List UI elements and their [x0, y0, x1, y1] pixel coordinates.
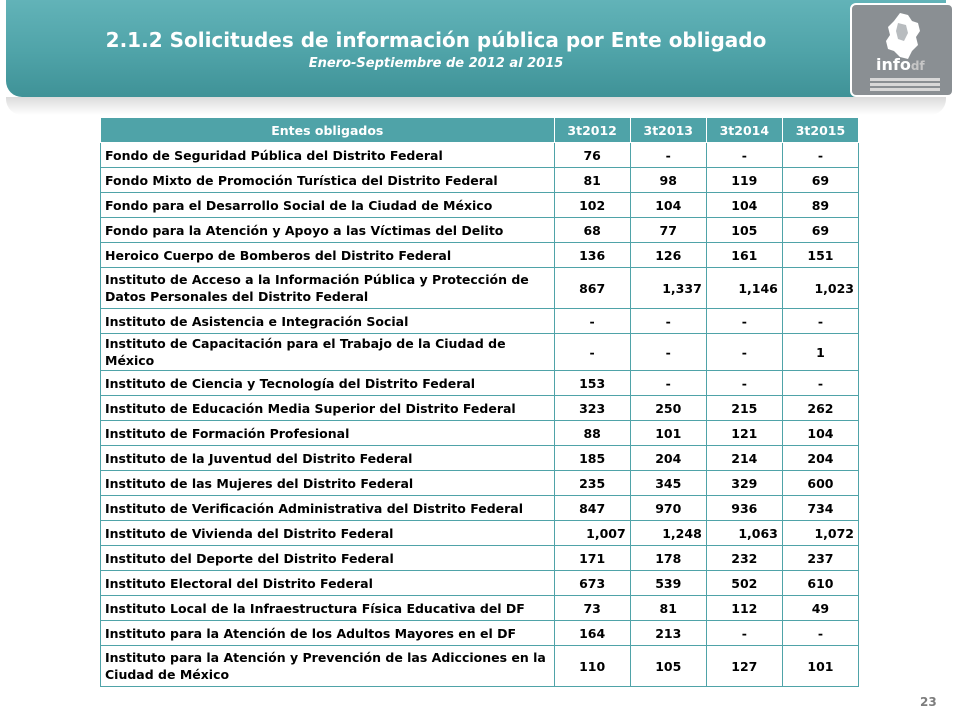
value-cell-3t2015: 262	[782, 396, 858, 421]
ente-name-cell: Instituto del Deporte del Distrito Federal	[101, 546, 555, 571]
value-cell-3t2013: 213	[630, 621, 706, 646]
value-cell-3t2015: 104	[782, 421, 858, 446]
value-cell-3t2015: 1,072	[782, 521, 858, 546]
logo-tagline-lines	[870, 78, 940, 93]
column-header-3t2014: 3t2014	[706, 118, 782, 143]
value-cell-3t2013: -	[630, 309, 706, 334]
value-cell-3t2012: 73	[554, 596, 630, 621]
value-cell-3t2012: 673	[554, 571, 630, 596]
value-cell-3t2015: 610	[782, 571, 858, 596]
value-cell-3t2013: 345	[630, 471, 706, 496]
value-cell-3t2015: 49	[782, 596, 858, 621]
value-cell-3t2014: 936	[706, 496, 782, 521]
value-cell-3t2013: -	[630, 371, 706, 396]
ente-name-cell: Instituto de Verificación Administrativa del Distrito Federal	[101, 496, 555, 521]
ente-name-cell: Fondo Mixto de Promoción Turística del Distrito Federal	[101, 168, 555, 193]
ente-name-cell: Instituto de Vivienda del Distrito Federal	[101, 521, 555, 546]
value-cell-3t2013: -	[630, 334, 706, 371]
ente-name-cell: Instituto de Asistencia e Integración Social	[101, 309, 555, 334]
page-number: 23	[920, 695, 937, 709]
value-cell-3t2013: 1,248	[630, 521, 706, 546]
value-cell-3t2015: 204	[782, 446, 858, 471]
value-cell-3t2012: 171	[554, 546, 630, 571]
ente-name-cell: Instituto de Capacitación para el Trabajo de la Ciudad de México	[101, 334, 555, 371]
page-title: 2.1.2 Solicitudes de información pública por Ente obligado	[105, 28, 767, 52]
value-cell-3t2013: 98	[630, 168, 706, 193]
value-cell-3t2012: 847	[554, 496, 630, 521]
column-header-3t2012: 3t2012	[554, 118, 630, 143]
value-cell-3t2014: -	[706, 334, 782, 371]
banner-shadow	[6, 97, 946, 115]
value-cell-3t2012: 110	[554, 646, 630, 687]
value-cell-3t2012: 867	[554, 268, 630, 309]
value-cell-3t2012: 76	[554, 143, 630, 168]
value-cell-3t2012: 102	[554, 193, 630, 218]
column-header-entes: Entes obligados	[101, 118, 555, 143]
header-banner	[6, 0, 946, 97]
table-header-row	[101, 118, 859, 143]
value-cell-3t2014: 127	[706, 646, 782, 687]
value-cell-3t2014: 502	[706, 571, 782, 596]
value-cell-3t2014: 329	[706, 471, 782, 496]
table-row	[101, 596, 859, 621]
ente-name-cell: Instituto de Educación Media Superior del Distrito Federal	[101, 396, 555, 421]
table-row	[101, 143, 859, 168]
table-row	[101, 371, 859, 396]
value-cell-3t2015: 69	[782, 218, 858, 243]
value-cell-3t2012: 164	[554, 621, 630, 646]
value-cell-3t2014: 1,146	[706, 268, 782, 309]
table-row	[101, 168, 859, 193]
value-cell-3t2013: 77	[630, 218, 706, 243]
value-cell-3t2015: 734	[782, 496, 858, 521]
value-cell-3t2015: -	[782, 309, 858, 334]
value-cell-3t2013: 105	[630, 646, 706, 687]
value-cell-3t2015: 101	[782, 646, 858, 687]
value-cell-3t2013: 970	[630, 496, 706, 521]
value-cell-3t2015: 1,023	[782, 268, 858, 309]
value-cell-3t2014: 121	[706, 421, 782, 446]
table-row	[101, 471, 859, 496]
value-cell-3t2014: 119	[706, 168, 782, 193]
entes-table	[100, 117, 859, 687]
table-row	[101, 546, 859, 571]
table-row	[101, 446, 859, 471]
infodf-logo	[850, 3, 954, 97]
ente-name-cell: Instituto para la Atención de los Adultos Mayores en el DF	[101, 621, 555, 646]
ente-name-cell: Instituto Local de la Infraestructura Física Educativa del DF	[101, 596, 555, 621]
value-cell-3t2015: 600	[782, 471, 858, 496]
value-cell-3t2014: -	[706, 309, 782, 334]
ente-name-cell: Fondo de Seguridad Pública del Distrito Federal	[101, 143, 555, 168]
mexico-city-map-icon	[878, 11, 928, 61]
ente-name-cell: Instituto de la Juventud del Distrito Federal	[101, 446, 555, 471]
value-cell-3t2012: 88	[554, 421, 630, 446]
value-cell-3t2014: 1,063	[706, 521, 782, 546]
value-cell-3t2015: 89	[782, 193, 858, 218]
value-cell-3t2015: 1	[782, 334, 858, 371]
value-cell-3t2014: 215	[706, 396, 782, 421]
value-cell-3t2014: 112	[706, 596, 782, 621]
value-cell-3t2012: 323	[554, 396, 630, 421]
value-cell-3t2013: 101	[630, 421, 706, 446]
value-cell-3t2013: 81	[630, 596, 706, 621]
table-row	[101, 571, 859, 596]
table-row	[101, 193, 859, 218]
value-cell-3t2013: 178	[630, 546, 706, 571]
value-cell-3t2015: 151	[782, 243, 858, 268]
value-cell-3t2015: -	[782, 621, 858, 646]
ente-name-cell: Instituto de Formación Profesional	[101, 421, 555, 446]
value-cell-3t2014: -	[706, 621, 782, 646]
value-cell-3t2012: 185	[554, 446, 630, 471]
value-cell-3t2013: 104	[630, 193, 706, 218]
table-row	[101, 521, 859, 546]
ente-name-cell: Heroico Cuerpo de Bomberos del Distrito Federal	[101, 243, 555, 268]
value-cell-3t2014: -	[706, 371, 782, 396]
value-cell-3t2013: 250	[630, 396, 706, 421]
value-cell-3t2015: 237	[782, 546, 858, 571]
column-header-3t2015: 3t2015	[782, 118, 858, 143]
page-subtitle: Enero-Septiembre de 2012 al 2015	[308, 56, 564, 71]
value-cell-3t2012: -	[554, 334, 630, 371]
table-row	[101, 218, 859, 243]
table-row	[101, 243, 859, 268]
value-cell-3t2014: 105	[706, 218, 782, 243]
value-cell-3t2013: 126	[630, 243, 706, 268]
table-body	[101, 143, 859, 687]
ente-name-cell: Fondo para la Atención y Apoyo a las Víctimas del Delito	[101, 218, 555, 243]
value-cell-3t2013: 1,337	[630, 268, 706, 309]
table-row	[101, 334, 859, 371]
value-cell-3t2012: 81	[554, 168, 630, 193]
value-cell-3t2014: 214	[706, 446, 782, 471]
column-header-3t2013: 3t2013	[630, 118, 706, 143]
value-cell-3t2013: 204	[630, 446, 706, 471]
value-cell-3t2012: 1,007	[554, 521, 630, 546]
value-cell-3t2015: 69	[782, 168, 858, 193]
table-row	[101, 396, 859, 421]
value-cell-3t2014: -	[706, 143, 782, 168]
ente-name-cell: Instituto de las Mujeres del Distrito Federal	[101, 471, 555, 496]
value-cell-3t2015: -	[782, 371, 858, 396]
value-cell-3t2013: -	[630, 143, 706, 168]
table-row	[101, 621, 859, 646]
table-row	[101, 421, 859, 446]
table-row	[101, 268, 859, 309]
value-cell-3t2012: 235	[554, 471, 630, 496]
logo-wordmark: infodf	[876, 55, 925, 74]
table-row	[101, 496, 859, 521]
ente-name-cell: Instituto de Acceso a la Información Pública y Protección de Datos Personales del Distrito Federal	[101, 268, 555, 309]
table-row	[101, 646, 859, 687]
value-cell-3t2012: 153	[554, 371, 630, 396]
value-cell-3t2014: 161	[706, 243, 782, 268]
ente-name-cell: Instituto para la Atención y Prevención de las Adicciones en la Ciudad de México	[101, 646, 555, 687]
ente-name-cell: Instituto Electoral del Distrito Federal	[101, 571, 555, 596]
value-cell-3t2014: 104	[706, 193, 782, 218]
value-cell-3t2015: -	[782, 143, 858, 168]
table-row	[101, 309, 859, 334]
value-cell-3t2012: 136	[554, 243, 630, 268]
value-cell-3t2013: 539	[630, 571, 706, 596]
value-cell-3t2012: 68	[554, 218, 630, 243]
value-cell-3t2014: 232	[706, 546, 782, 571]
ente-name-cell: Fondo para el Desarrollo Social de la Ciudad de México	[101, 193, 555, 218]
value-cell-3t2012: -	[554, 309, 630, 334]
ente-name-cell: Instituto de Ciencia y Tecnología del Distrito Federal	[101, 371, 555, 396]
